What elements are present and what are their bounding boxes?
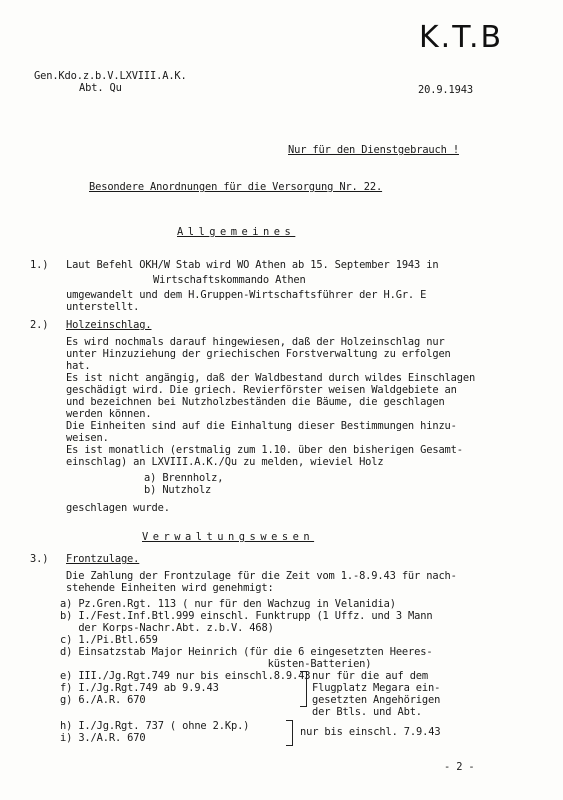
list-item-a: a) Pz.Gren.Rgt. 113 ( nur für den Wachzug in Velanidia) bbox=[60, 598, 396, 610]
item-2-line: geschädigt wird. Die griech. Revierförster weisen Waldgebiete an bbox=[66, 384, 457, 396]
item-1-line-4: unterstellt. bbox=[66, 301, 140, 313]
item-1-line-3: umgewandelt und dem H.Gruppen-Wirtschaftsführer der H.Gr. E bbox=[66, 289, 427, 301]
item-2-closing: geschlagen wurde. bbox=[66, 502, 170, 514]
list-item-d-cont: küsten-Batterien) bbox=[60, 658, 372, 670]
item-2-heading: Holzeinschlag. bbox=[66, 319, 152, 331]
item-1-line-1: Laut Befehl OKH/W Stab wird WO Athen ab 15. September 1943 in bbox=[66, 259, 439, 271]
side-note-line: Flugplatz Megara ein- bbox=[312, 682, 441, 694]
item-3-heading: Frontzulage. bbox=[66, 553, 140, 565]
document-date: 20.9.1943 bbox=[418, 84, 473, 96]
section-heading-allgemeines: Allgemeines bbox=[177, 226, 296, 238]
list-item-h: h) I./Jg.Rgt. 737 ( ohne 2.Kp.) bbox=[60, 720, 250, 732]
item-1-number: 1.) bbox=[30, 259, 49, 271]
brace-hi bbox=[286, 720, 293, 746]
item-2-line: Die Einheiten sind auf die Einhaltung dieser Bestimmungen hinzu- bbox=[66, 420, 457, 432]
item-2-line: einschlag) an LXVIII.A.K./Qu zu melden, wieviel Holz bbox=[66, 456, 384, 468]
handwritten-annotation: K.T.B bbox=[419, 20, 504, 55]
item-2-line: weisen. bbox=[66, 432, 109, 444]
classification-mark: Nur für den Dienstgebrauch ! bbox=[288, 144, 459, 156]
item-2-line: Es ist monatlich (erstmalig zum 1.10. über den bisherigen Gesamt- bbox=[66, 444, 463, 456]
document-title: Besondere Anordnungen für die Versorgung Nr. 22. bbox=[89, 181, 383, 193]
list-item-d: d) Einsatzstab Major Heinrich (für die 6 eingesetzten Heeres- bbox=[60, 646, 433, 658]
list-item-f: f) I./Jg.Rgt.749 ab 9.9.43 bbox=[60, 682, 219, 694]
list-item-b-cont: der Korps-Nachr.Abt. z.b.V. 468) bbox=[60, 622, 274, 634]
item-3-intro-1: Die Zahlung der Frontzulage für die Zeit vom 1.-8.9.43 für nach- bbox=[66, 570, 457, 582]
item-2-sub-b: b) Nutzholz bbox=[144, 484, 212, 496]
item-2-line: unter Hinzuziehung der griechischen Forstverwaltung zu erfolgen bbox=[66, 348, 451, 360]
item-1-line-2: Wirtschaftskommando Athen bbox=[153, 274, 306, 286]
list-item-b: b) I./Fest.Inf.Btl.999 einschl. Funktrupp (1 Uffz. und 3 Mann bbox=[60, 610, 433, 622]
item-2-line: und bezeichnen bei Nutzholzbeständen die Bäume, die geschlagen bbox=[66, 396, 445, 408]
page-number: - 2 - bbox=[444, 761, 475, 773]
side-note-line: nur für die auf dem bbox=[312, 670, 429, 682]
list-item-g: g) 6./A.R. 670 bbox=[60, 694, 146, 706]
list-item-c: c) 1./Pi.Btl.659 bbox=[60, 634, 158, 646]
section-heading-verwaltungswesen: Verwaltungswesen bbox=[142, 531, 315, 543]
item-2-sub-a: a) Brennholz, bbox=[144, 472, 224, 484]
item-3-intro-2: stehende Einheiten wird genehmigt: bbox=[66, 582, 274, 594]
hi-note: nur bis einschl. 7.9.43 bbox=[300, 726, 441, 738]
item-3-number: 3.) bbox=[30, 553, 49, 565]
item-2-line: Es wird nochmals darauf hingewiesen, daß der Holzeinschlag nur bbox=[66, 336, 445, 348]
department: Abt. Qu bbox=[79, 82, 122, 94]
brace-efg bbox=[300, 671, 307, 707]
item-2-line: hat. bbox=[66, 360, 91, 372]
list-item-e: e) III./Jg.Rgt.749 nur bis einschl.8.9.43 bbox=[60, 670, 311, 682]
list-item-i: i) 3./A.R. 670 bbox=[60, 732, 146, 744]
item-2-line: Es ist nicht angängig, daß der Waldbestand durch wildes Einschlagen bbox=[66, 372, 476, 384]
side-note-line: gesetzten Angehörigen bbox=[312, 694, 441, 706]
issuing-unit: Gen.Kdo.z.b.V.LXVIII.A.K. bbox=[34, 70, 187, 82]
side-note-line: der Btls. und Abt. bbox=[312, 706, 422, 718]
item-2-line: werden können. bbox=[66, 408, 152, 420]
item-2-number: 2.) bbox=[30, 319, 49, 331]
